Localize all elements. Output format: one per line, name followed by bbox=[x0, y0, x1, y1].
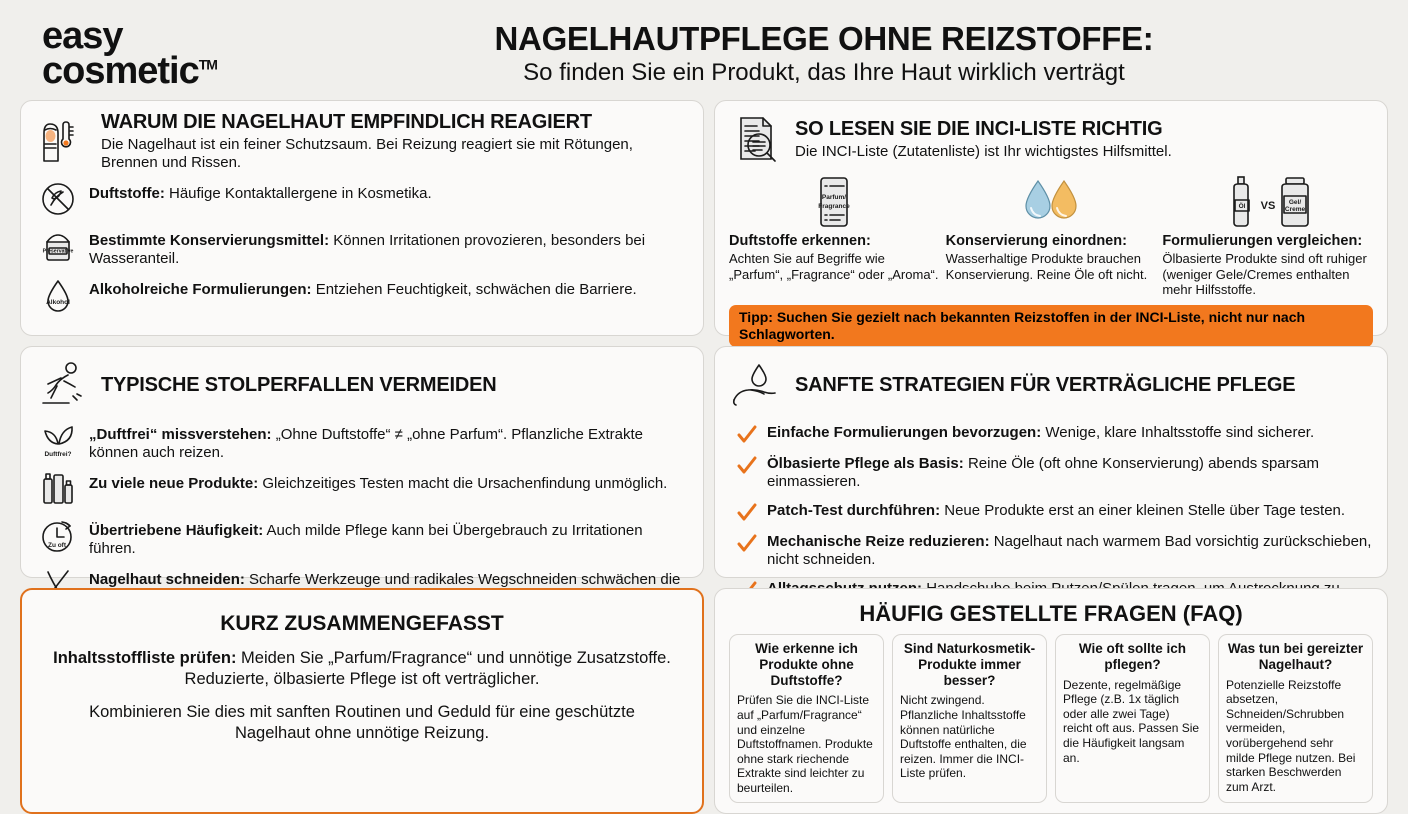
card-summary bbox=[20, 588, 704, 814]
summary-paragraph-1 bbox=[36, 648, 688, 689]
svg-text:Duftfrei?: Duftfrei? bbox=[44, 451, 72, 458]
faq-item bbox=[729, 634, 884, 803]
list-item-text bbox=[89, 469, 689, 493]
card-why-rows bbox=[35, 179, 689, 315]
fragrance-label-icon bbox=[729, 171, 940, 229]
document-magnifier-icon bbox=[729, 111, 785, 167]
svg-text:Zu oft: Zu oft bbox=[47, 542, 67, 549]
inci-column-title: Konservierung einordnen: bbox=[945, 233, 1127, 249]
svg-text:VS: VS bbox=[1260, 200, 1275, 212]
list-item-text bbox=[89, 275, 689, 299]
faq-item bbox=[892, 634, 1047, 803]
inci-column-body: Achten Sie auf Begriffe wie „Parfum“, „Fragrance“ oder „Aroma“. bbox=[729, 250, 939, 282]
svg-text:Creme: Creme bbox=[1284, 206, 1305, 213]
card-why-title: WARUM DIE NAGELHAUT EMPFINDLICH REAGIERT bbox=[101, 111, 592, 133]
list-item-body: Neue Produkte erst an einer kleinen Stelle über Tage testen. bbox=[944, 502, 1346, 519]
faq-answer: Nicht zwingend. Pflanzliche Inhaltsstoffe können natürliche Duftstoffe enthalten, die reizen. Immer die INCI-Liste prüfen. bbox=[900, 693, 1027, 781]
check-icon bbox=[737, 504, 757, 522]
list-item-body: Wenige, klare Inhaltsstoffe sind sicherer. bbox=[1045, 424, 1315, 441]
list-item bbox=[729, 502, 1373, 522]
faq-question: Wie erkenne ich Produkte ohne Duftstoffe? bbox=[755, 641, 858, 688]
list-item-body: „Ohne Duftstoffe“ ≠ „ohne Parfum“. Pflanzliche Extrakte können auch reizen. bbox=[89, 426, 644, 461]
list-item-body: Scharfe Werkzeuge und radikales Wegschneiden schwächen die bbox=[249, 571, 681, 588]
list-item bbox=[729, 424, 1373, 444]
card-why-intro: Die Nagelhaut ist ein feiner Schutzsaum. Bei Reizung reagiert sie mit Rötungen, Brennen und Rissen. bbox=[101, 136, 633, 171]
card-inci-title: SO LESEN SIE DIE INCI-LISTE RICHTIG bbox=[795, 117, 1163, 140]
card-strategies-title: SANFTE STRATEGIEN FÜR VERTRÄGLICHE PFLEGE bbox=[795, 374, 1296, 396]
list-item-text bbox=[89, 226, 689, 268]
stumbling-person-icon bbox=[35, 357, 91, 413]
page-title: NAGELHAUTPFLEGE OHNE REIZSTOFFE: bbox=[494, 19, 1154, 57]
card-pitfalls-rows bbox=[35, 420, 689, 607]
list-item bbox=[35, 469, 689, 509]
card-pitfalls-header bbox=[35, 357, 689, 413]
header bbox=[20, 8, 1388, 100]
list-item-body: Reine Öle (oft ohne Konservierung) abends sparsam einmassieren. bbox=[767, 455, 1319, 490]
list-item-bold: Einfache Formulierungen bevorzugen: bbox=[767, 424, 1042, 441]
check-icon bbox=[737, 426, 757, 444]
list-item bbox=[35, 179, 689, 219]
list-item-bold: Zu viele neue Produkte: bbox=[89, 475, 259, 492]
svg-text:Öl: Öl bbox=[1238, 203, 1246, 210]
list-item-bold: Ölbasierte Pflege als Basis: bbox=[767, 455, 964, 472]
list-item bbox=[729, 455, 1373, 491]
faq-answer: Potenzielle Reizstoffe absetzen, Schneiden/Schrubben vermeiden, vorübergehend sehr milde Pflege nutzen. Bei starken Beschwerden zum Arzt. bbox=[1226, 677, 1356, 794]
card-faq-title: HÄUFIG GESTELLTE FRAGEN (FAQ) bbox=[859, 601, 1243, 626]
inci-column-body: Ölbasierte Produkte sind oft ruhiger (weniger Gele/Cremes enthalten mehr Hilfsstoffe. bbox=[1162, 250, 1367, 298]
faq-grid bbox=[729, 634, 1373, 803]
check-icon bbox=[737, 457, 757, 475]
page-subtitle: So finden Sie ein Produkt, das Ihre Haut wirklich verträgt bbox=[523, 58, 1125, 86]
list-item bbox=[35, 226, 689, 268]
list-item-text bbox=[767, 533, 1373, 569]
list-item-bold: Nagelhaut schneiden: bbox=[89, 571, 245, 588]
summary-paragraph-1-body: Meiden Sie „Parfum/Fragrance“ und unnötige Zusatzstoffe. Reduzierte, ölbasierte Pflege ist oft verträglicher. bbox=[184, 649, 671, 688]
faq-item bbox=[1218, 634, 1373, 803]
header-titles bbox=[320, 19, 1388, 86]
leaves-fragrance-free-icon bbox=[35, 420, 81, 460]
list-item bbox=[729, 533, 1373, 569]
inci-column-title: Duftstoffe erkennen: bbox=[729, 233, 871, 249]
faq-question: Wie oft sollte ich pflegen? bbox=[1078, 641, 1187, 672]
faq-answer: Prüfen Sie die INCI-Liste auf „Parfum/Fragrance“ und einzelne Duftstoffnamen. Produkte ohne stark riechende Extrakte sind leichter zu beurteilen. bbox=[737, 693, 873, 796]
card-why-sensitive bbox=[20, 100, 704, 336]
cream-jar-icon bbox=[35, 226, 81, 266]
faq-question: Sind Naturkosmetik-Produkte immer besser? bbox=[903, 641, 1036, 688]
card-gentle-strategies bbox=[714, 346, 1388, 578]
finger-thermometer-icon bbox=[35, 114, 91, 170]
svg-text:Alkohol: Alkohol bbox=[46, 299, 70, 306]
list-item-bold: Alkoholreiche Formulierungen: bbox=[89, 281, 312, 298]
list-item-bold: Übertriebene Häufigkeit: bbox=[89, 522, 264, 539]
list-item-body: Auch milde Pflege kann bei Übergebrauch zu Irritationen führen. bbox=[89, 522, 643, 557]
card-faq bbox=[714, 588, 1388, 814]
inci-column-fragrance bbox=[729, 171, 940, 298]
no-fragrance-icon bbox=[35, 179, 81, 219]
list-item-text bbox=[89, 420, 689, 462]
oil-vs-cream-bottles-icon bbox=[1162, 171, 1373, 229]
list-item-body: Häufige Kontaktallergene in Kosmetika. bbox=[169, 185, 432, 202]
card-pitfalls-title: TYPISCHE STOLPERFALLEN VERMEIDEN bbox=[101, 374, 497, 396]
list-item-text bbox=[767, 455, 1373, 491]
inci-column-body: Wasserhaltige Produkte brauchen Konservierung. Reine Öle oft nicht. bbox=[945, 250, 1148, 282]
list-item bbox=[35, 420, 689, 462]
list-item-body: Können Irritationen provozieren, besonders bei Wasseranteil. bbox=[89, 232, 646, 267]
card-inci-header bbox=[729, 111, 1373, 167]
card-strategies-header bbox=[729, 357, 1373, 413]
card-inci-list bbox=[714, 100, 1388, 343]
inci-column-formulation bbox=[1162, 171, 1373, 298]
card-inci-intro: Die INCI-Liste (Zutatenliste) ist Ihr wichtigstes Hilfsmittel. bbox=[795, 142, 1172, 160]
inci-column-title: Formulierungen vergleichen: bbox=[1162, 233, 1363, 249]
list-item-text bbox=[767, 424, 1314, 442]
list-item-body: Nagelhaut nach warmem Bad vorsichtig zurückschieben, nicht schneiden. bbox=[767, 533, 1372, 568]
list-item-text bbox=[89, 179, 689, 203]
card-why-header bbox=[35, 111, 689, 172]
clock-too-often-icon bbox=[35, 516, 81, 556]
list-item-bold: „Duftfrei“ missverstehen: bbox=[89, 426, 272, 443]
brand-logo bbox=[20, 15, 320, 92]
list-item-text bbox=[89, 516, 689, 558]
hand-with-droplet-icon bbox=[729, 357, 785, 413]
list-item-bold: Patch-Test durchführen: bbox=[767, 502, 941, 519]
list-item-bold: Bestimmte Konservierungsmittel: bbox=[89, 232, 330, 249]
trademark-symbol: TM bbox=[198, 56, 217, 73]
list-item-bold: Duftstoffe: bbox=[89, 185, 165, 202]
brand-line-1: easy bbox=[42, 15, 123, 58]
svg-text:Preservative: Preservative bbox=[42, 248, 74, 255]
faq-answer: Dezente, regelmäßige Pflege (z.B. 1x täglich oder alle zwei Tage) reicht oft aus. Passen Sie die Häufigkeit langsam an. bbox=[1063, 677, 1200, 765]
svg-text:Parfum/: Parfum/ bbox=[822, 194, 847, 201]
list-item-bold: Mechanische Reize reduzieren: bbox=[767, 533, 990, 550]
check-icon bbox=[737, 535, 757, 553]
list-item-text bbox=[767, 502, 1345, 520]
card-summary-title: KURZ ZUSAMMENGEFASST bbox=[220, 612, 504, 635]
list-item bbox=[35, 516, 689, 558]
water-oil-droplets-icon bbox=[946, 171, 1157, 229]
svg-text:Gel/: Gel/ bbox=[1288, 199, 1301, 206]
faq-item bbox=[1055, 634, 1210, 803]
card-pitfalls bbox=[20, 346, 704, 588]
svg-text:Fragrance: Fragrance bbox=[818, 203, 851, 210]
summary-paragraph-2: Kombinieren Sie dies mit sanften Routinen und Geduld für eine geschützte Nagelhaut ohne unnötige Reizung. bbox=[89, 703, 635, 742]
faq-question: Was tun bei gereizter Nagelhaut? bbox=[1227, 641, 1364, 672]
list-item-body: Entziehen Feuchtigkeit, schwächen die Barriere. bbox=[315, 281, 637, 298]
brand-line-2: cosmetic bbox=[42, 50, 199, 92]
list-item-body: Gleichzeitiges Testen macht die Ursachenfindung unmöglich. bbox=[262, 475, 668, 492]
many-products-icon bbox=[35, 469, 81, 509]
inci-columns bbox=[729, 171, 1373, 298]
alcohol-droplet-icon bbox=[35, 275, 81, 315]
summary-paragraph-1-bold: Inhaltsstoffliste prüfen: bbox=[53, 649, 237, 667]
inci-column-preservation bbox=[946, 171, 1157, 298]
content-grid bbox=[20, 100, 1388, 814]
list-item bbox=[35, 275, 689, 315]
inci-tip-banner: Tipp: Suchen Sie gezielt nach bekannten Reizstoffen in der INCI-Liste, nicht nur nach Schlagworten. bbox=[729, 305, 1373, 347]
